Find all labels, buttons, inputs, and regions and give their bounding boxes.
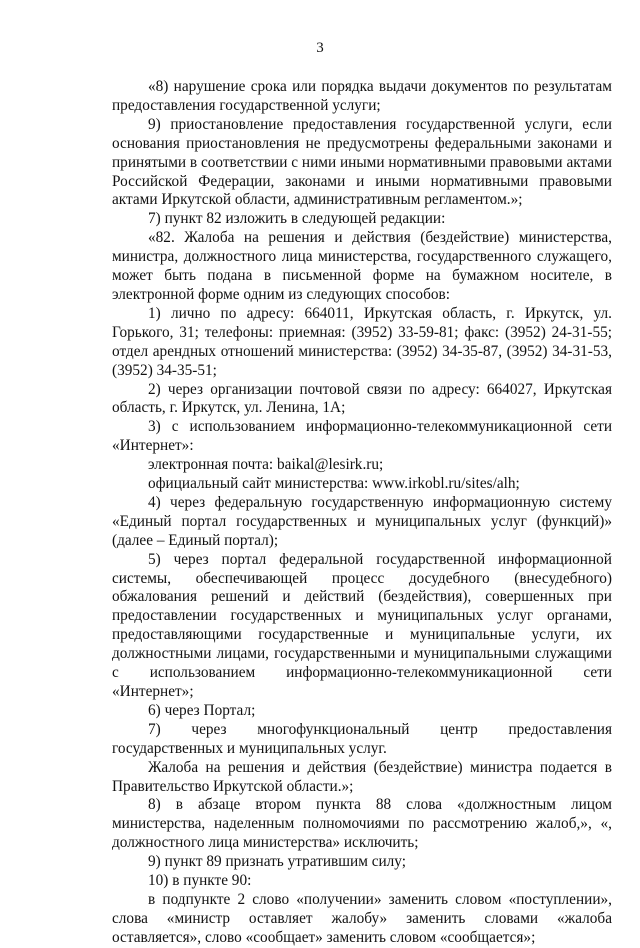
paragraph: 1) лично по адресу: 664011, Иркутская область, г. Иркутск, ул. Горького, 31; телефоны: приемная: (3952) 33-59-81; факс: (3952) 24-31-55; отдел арендных отношений министерства: (3952) 34-35-87, (3952) 34-31-53, (3952) 34-35-51; xyxy=(112,304,612,379)
paragraph: 7) через многофункциональный центр предоставления государственных и муниципальных услуг. xyxy=(112,720,612,757)
paragraph: «8) нарушение срока или порядка выдачи документов по результатам предоставления государственной услуги; xyxy=(112,78,612,114)
paragraph: в подпункте 2 слово «получении» заменить словом «поступлении», слова «министр оставляет жалобу» заменить словами «жалоба оставляется», слово «сообщает» заменить словом «сообщается»; xyxy=(112,890,612,946)
website-line: официальный сайт министерства: www.irkobl.ru/sites/alh; xyxy=(148,475,520,493)
paragraph: 9) приостановление предоставления государственной услуги, если основания приостановления не предусмотрены федеральными законами и принятыми в соответствии с ними иными нормативными правовыми актами Российской Федерации, законами и иными нормативными правовыми актами Иркутской области, административным регламентом.»; xyxy=(112,115,612,209)
paragraph: 9) пункт 89 признать утратившим силу; xyxy=(148,853,407,871)
page-number: 3 xyxy=(316,40,324,56)
paragraph: 5) через портал федеральной государственной информационной системы, обеспечивающей процесс досудебного (внесудебного) обжалования решений и действий (бездействия), совершенных при предоставлении государственных и муниципальных услуг органами, предоставляющими государственные и муниципальные услуги, их должностными лицами, государственными и муниципальными служащими с использованием информационно-телекоммуникационной сети «Интернет»; xyxy=(112,550,612,700)
paragraph: 8) в абзаце втором пункта 88 слова «должностным лицом министерства, наделенным полномочиями по рассмотрению жалоб,», «, должностного лица министерства» исключить; xyxy=(112,796,612,852)
paragraph: 7) пункт 82 изложить в следующей редакции: xyxy=(148,210,446,228)
paragraph: «82. Жалоба на решения и действия (бездействие) министерства, министра, должностного лица министерства, государственного служащего, может быть подана в письменной форме на бумажном носителе, в электронной форме одним из следующих способов: xyxy=(112,229,612,303)
paragraph: 2) через организации почтовой связи по адресу: 664027, Иркутская область, г. Иркутск, ул. Ленина, 1А; xyxy=(112,380,612,417)
paragraph: 6) через Портал; xyxy=(148,701,256,719)
paragraph: 4) через федеральную государственную информационную систему «Единый портал государственных и муниципальных услуг (функций)» (далее – Единый портал); xyxy=(112,493,612,549)
paragraph: 3) с использованием информационно-телекоммуникационной сети «Интернет»: xyxy=(112,418,612,455)
paragraph: 10) в пункте 90: xyxy=(148,872,252,890)
document-body xyxy=(112,78,612,948)
paragraph: Жалоба на решения и действия (бездействие) министра подается в Правительство Иркутской области.»; xyxy=(112,758,612,795)
email-line: электронная почта: baikal@lesirk.ru; xyxy=(148,456,384,474)
